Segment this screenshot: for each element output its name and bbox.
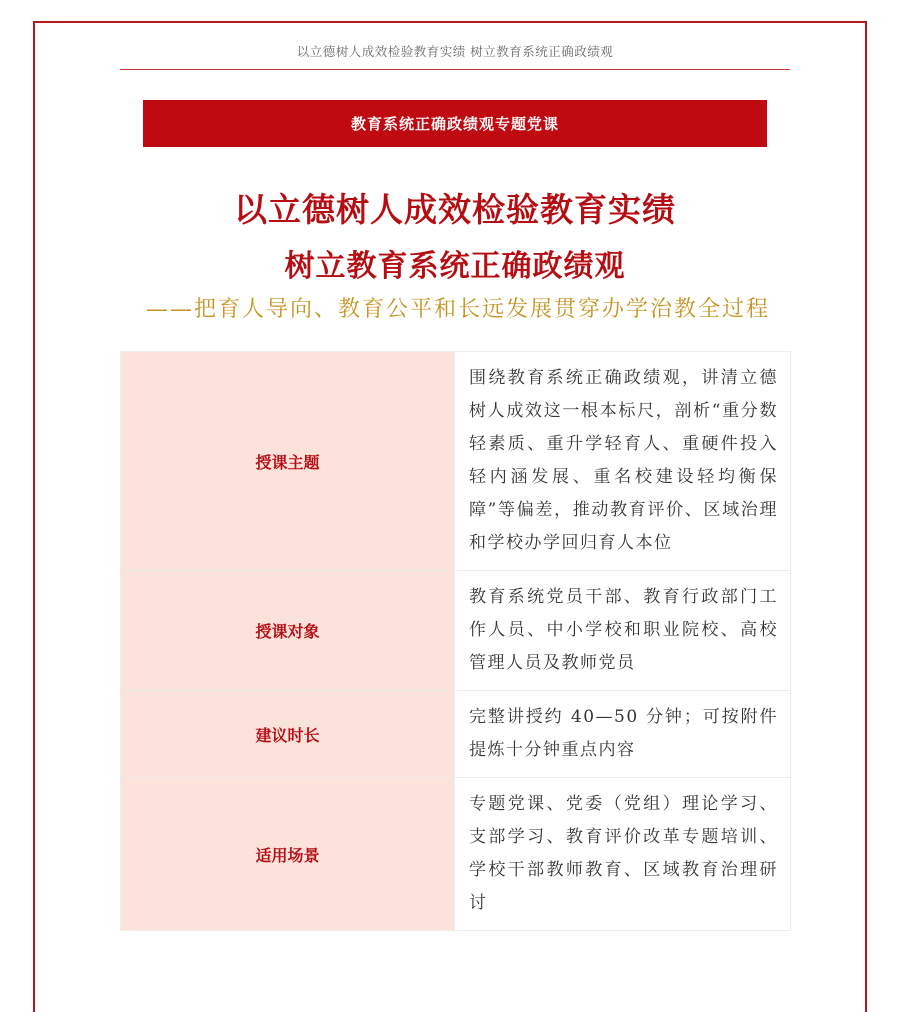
row-label: 建议时长 (121, 691, 455, 778)
table-row (121, 571, 791, 691)
table-row (121, 778, 791, 931)
row-label: 适用场景 (121, 778, 455, 931)
table-row (121, 352, 791, 571)
row-label: 授课对象 (121, 571, 455, 691)
main-title-line-2: 树立教育系统正确政绩观 (284, 249, 626, 284)
row-value: 教育系统党员干部、教育行政部门工作人员、中小学校和职业院校、高校管理人员及教师党员 (455, 571, 791, 691)
subtitle: ——把育人导向、教育公平和长远发展贯穿办学治教全过程 (145, 297, 770, 322)
table-row (121, 691, 791, 778)
row-value: 围绕教育系统正确政绩观，讲清立德树人成效这一根本标尺，剖析“重分数轻素质、重升学轻育人、重硬件投入轻内涵发展、重名校建设轻均衡保障”等偏差，推动教育评价、区域治理和学校办学回归育人本位 (455, 352, 791, 571)
row-label: 授课主题 (121, 352, 455, 571)
running-header: 以立德树人成效检验教育实绩 树立教育系统正确政绩观 (296, 44, 614, 59)
row-value: 专题党课、党委（党组）理论学习、支部学习、教育评价改革专题培训、学校干部教师教育、区域教育治理研讨 (455, 778, 791, 931)
main-title: 以立德树人成效检验教育实绩 (234, 190, 676, 229)
banner-label: 教育系统正确政绩观专题党课 (350, 115, 559, 133)
banner (143, 100, 767, 147)
info-table (120, 351, 791, 931)
header-divider (120, 69, 790, 70)
row-value: 完整讲授约 40—50 分钟；可按附件提炼十分钟重点内容 (455, 691, 791, 778)
